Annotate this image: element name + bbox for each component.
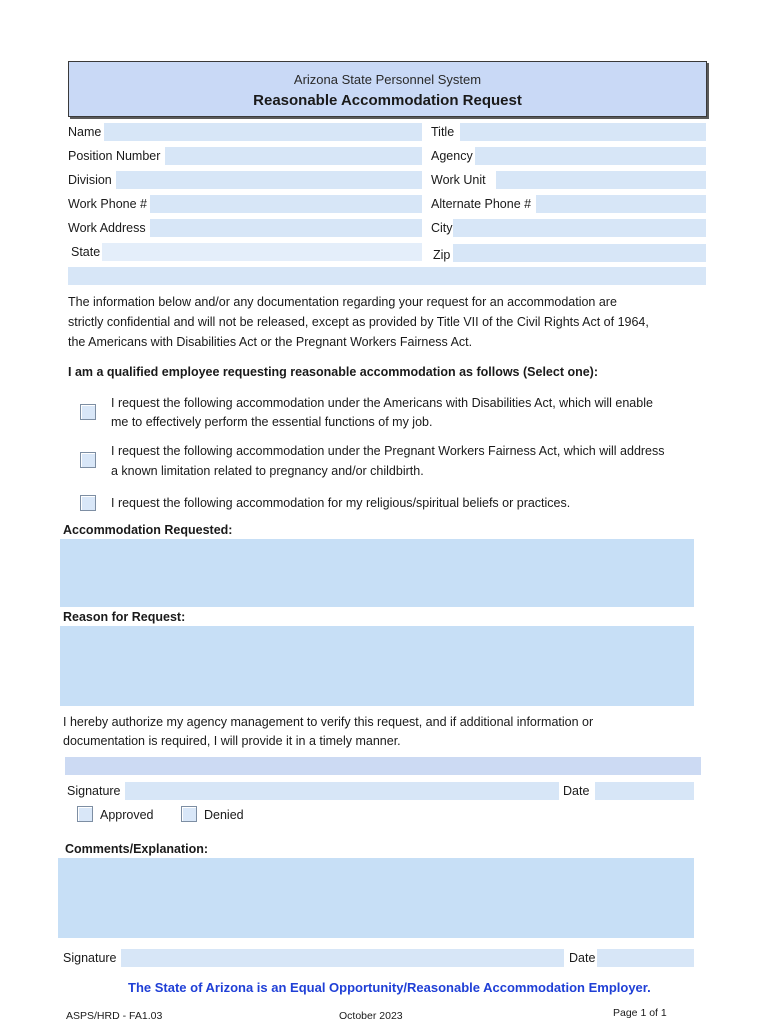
- pwfa-option-line-1: I request the following accommodation under the Pregnant Workers Fairness Act, which will address: [111, 444, 665, 458]
- agency-label: Agency: [431, 149, 473, 163]
- approved-checkbox[interactable]: [77, 806, 93, 822]
- manager-signature-label: Signature: [63, 951, 117, 965]
- manager-date-label: Date: [569, 951, 596, 965]
- employee-signature-input[interactable]: [125, 782, 559, 800]
- confidentiality-line-3: the Americans with Disabilities Act or the Pregnant Workers Fairness Act.: [68, 335, 473, 349]
- division-input[interactable]: [116, 171, 422, 189]
- denied-label: Denied: [204, 808, 244, 822]
- religious-option-text: I request the following accommodation for my religious/spiritual beliefs or practices.: [111, 496, 571, 510]
- manager-date-input[interactable]: [597, 949, 694, 967]
- work-phone-label: Work Phone #: [68, 197, 147, 211]
- footer-date: October 2023: [339, 1010, 403, 1022]
- header-subtitle: Arizona State Personnel System: [293, 72, 482, 87]
- denied-checkbox[interactable]: [181, 806, 197, 822]
- approved-label: Approved: [100, 808, 154, 822]
- comments-label: Comments/Explanation:: [65, 842, 209, 856]
- employee-date-label: Date: [563, 784, 590, 798]
- eeo-statement: The State of Arizona is an Equal Opportunity/Reasonable Accommodation Employer.: [128, 980, 651, 995]
- authorization-line-2: documentation is required, I will provide it in a timely manner.: [63, 734, 401, 748]
- ada-option-line-1: I request the following accommodation under the Americans with Disabilities Act, which will enable: [111, 396, 653, 410]
- section-divider-bar: [65, 757, 701, 775]
- religious-checkbox[interactable]: [80, 495, 96, 511]
- pwfa-option-line-2: a known limitation related to pregnancy and/or childbirth.: [111, 464, 424, 478]
- pwfa-checkbox[interactable]: [80, 452, 96, 468]
- position-number-input[interactable]: [165, 147, 422, 165]
- title-label: Title: [431, 125, 455, 139]
- name-input[interactable]: [104, 123, 422, 141]
- work-address-input[interactable]: [150, 219, 422, 237]
- manager-signature-input[interactable]: [121, 949, 564, 967]
- reason-for-request-textarea[interactable]: [60, 626, 694, 706]
- comments-textarea[interactable]: [58, 858, 694, 938]
- work-unit-input[interactable]: [496, 171, 706, 189]
- city-input[interactable]: [453, 219, 706, 237]
- position-number-label: Position Number: [68, 149, 161, 163]
- ada-checkbox[interactable]: [80, 404, 96, 420]
- form-title: Reasonable Accommodation Request: [253, 92, 522, 109]
- reason-for-request-label: Reason for Request:: [63, 610, 186, 624]
- work-unit-label: Work Unit: [431, 173, 486, 187]
- footer-page-number: Page 1 of 1: [613, 1007, 667, 1019]
- accommodation-requested-label: Accommodation Requested:: [63, 523, 233, 537]
- agency-input[interactable]: [475, 147, 706, 165]
- zip-input[interactable]: [453, 244, 706, 262]
- form-header: [68, 61, 707, 117]
- zip-label: Zip: [433, 248, 451, 262]
- employee-date-input[interactable]: [595, 782, 694, 800]
- employee-signature-label: Signature: [67, 784, 121, 798]
- city-label: City: [431, 221, 453, 235]
- authorization-line-1: I hereby authorize my agency management to verify this request, and if additional information or: [63, 715, 594, 729]
- work-phone-input[interactable]: [150, 195, 422, 213]
- work-address-label: Work Address: [68, 221, 146, 235]
- confidentiality-line-2: strictly confidential and will not be released, except as provided by Title VII of the Civil Rights Act of 1964,: [68, 315, 649, 329]
- selection-heading: I am a qualified employee requesting reasonable accommodation as follows (Select one):: [68, 365, 598, 379]
- footer-form-code: ASPS/HRD - FA1.03: [66, 1010, 163, 1022]
- state-label: State: [71, 245, 101, 259]
- confidentiality-line-1: The information below and/or any documentation regarding your request for an accommodation are: [68, 295, 617, 309]
- alternate-phone-label: Alternate Phone #: [431, 197, 532, 211]
- accommodation-requested-textarea[interactable]: [60, 539, 694, 607]
- spacer-bar: [68, 267, 706, 285]
- division-label: Division: [68, 173, 112, 187]
- ada-option-line-2: me to effectively perform the essential functions of my job.: [111, 415, 433, 429]
- name-label: Name: [68, 125, 102, 139]
- alternate-phone-input[interactable]: [536, 195, 706, 213]
- title-input[interactable]: [460, 123, 706, 141]
- state-input[interactable]: [102, 243, 422, 261]
